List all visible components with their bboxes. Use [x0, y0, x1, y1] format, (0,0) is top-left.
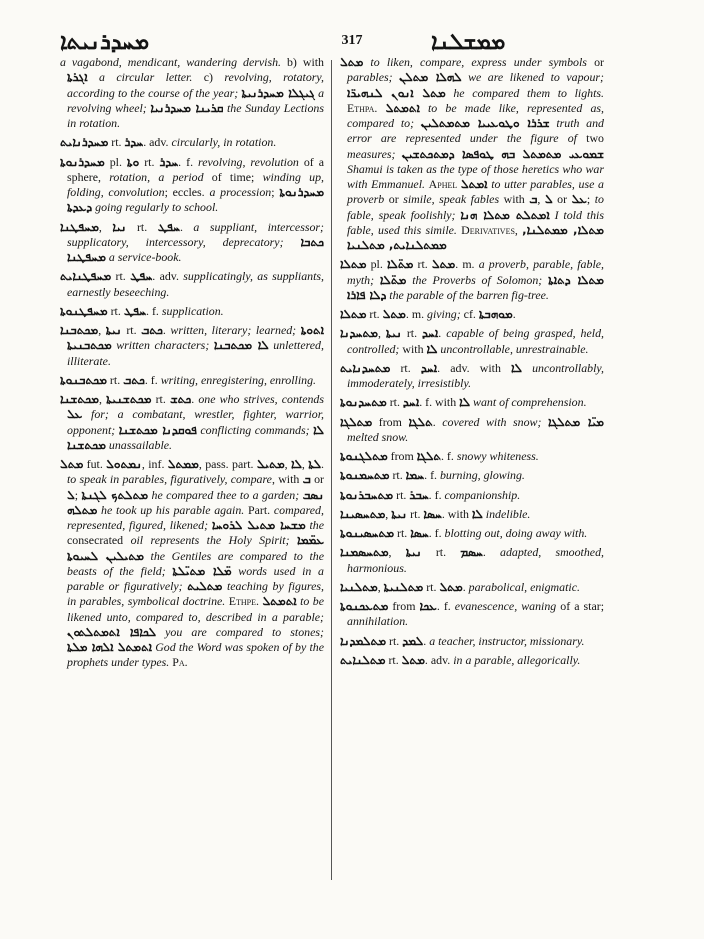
syriac-word: ܠܬܐ [308, 457, 322, 471]
syriac-word: ܟܬܒܐ ܡܚܦܛܢܐ [67, 234, 324, 264]
entry-text: revolving, revolution [198, 154, 299, 169]
syriac-word: ܢܝܬܐ [385, 326, 402, 341]
dictionary-entry [340, 415, 604, 446]
dictionary-entry [340, 55, 604, 253]
entry-text: rt. [386, 633, 403, 648]
syriac-word: ܚܦܛ [157, 219, 180, 234]
entry-text: words used in a parable or figuratively; [67, 563, 325, 593]
syriac-word: ܠܐ [426, 341, 438, 356]
entry-text: parabolical, enigmatic. [468, 579, 580, 594]
entry-text: . f. [436, 599, 455, 613]
entry-text: annihilation. [347, 614, 409, 629]
entry-text: a teacher, instructor, missionary. [429, 633, 585, 648]
entry-text: the Sunday Lections in rotation. [67, 100, 325, 130]
entry-text: want of comprehension. [470, 395, 587, 410]
dictionary-entry [60, 269, 324, 300]
syriac-word: ܥܠ [571, 192, 587, 207]
syriac-word: ܐܬܘܬܐ ܡܟܬܒܢܝܬܐ [67, 323, 324, 353]
entry-text: he compared thee to a garden; [148, 487, 303, 502]
syriac-word: ܡܬܠ [382, 307, 406, 321]
syriac-word: ܡܬܚܣܝܢܐ [340, 506, 386, 521]
syriac-word: ܒ [529, 192, 538, 207]
syriac-word: ܡܬ̈ܠܐ [386, 257, 414, 272]
dictionary-entry [340, 599, 604, 630]
syriac-word: ܚܕܪ [159, 154, 179, 169]
entry-text: , [537, 192, 545, 207]
entry-text: the Gentiles are compared to the beasts of the field; [67, 548, 324, 578]
entry-text: he compared them to lights. [445, 85, 604, 100]
syriac-word: ܡܬܚܕܢܘܬܐ [340, 395, 387, 410]
entry-text: unlettered, illiterate. [67, 338, 324, 368]
left-column [60, 55, 324, 675]
entry-text: . adv. [152, 269, 184, 284]
entry-text: to be likened unto, compared to, described in a parable; [67, 594, 324, 624]
entry-text: rt. [413, 257, 432, 272]
entry-text: ; [271, 185, 280, 199]
syriac-word: ܢܝܬܐ [405, 545, 422, 560]
entry-text: . f. [178, 154, 199, 169]
syriac-word: ܡܬܚܡܢܘܬܐ [340, 468, 390, 483]
syriac-word: ܡܬܝܠ [256, 457, 285, 471]
entry-text: . [462, 579, 469, 594]
syriac-word: ܡܬܠ [401, 652, 425, 667]
entry-text: pl. [366, 257, 387, 272]
left-running-head: ܡܚܕܪܢܝܬܐ [60, 29, 150, 54]
entry-text: one who strives, contends [198, 392, 325, 406]
entry-text: . f. [440, 449, 457, 463]
syriac-word: ܬܠܓܐ [408, 414, 433, 429]
entry-text: , [284, 457, 291, 471]
syriac-word: ܡܬܠܓܐ [340, 414, 373, 429]
syriac-word: ܠܐ [291, 457, 302, 471]
entry-text: writing, enregistering, enrolling. [160, 372, 317, 387]
entry-text: , with [271, 472, 303, 487]
syriac-word: ܠ [67, 487, 75, 502]
entry-text: winding up, folding, convolution [67, 169, 325, 199]
entry-text: the parable of the barren fig-tree. [386, 287, 549, 302]
entry-text: capable of being grasped, held, controlled; [347, 326, 604, 356]
syriac-word: ܥܟܐ [419, 599, 437, 613]
entry-text: , pass. part. [198, 457, 257, 471]
entry-text: rt. [121, 323, 142, 337]
entry-text: he took up his parable again. [97, 502, 249, 517]
syriac-word: ܩܪܝܢܐ ܡܚܕܪܢܝܐ [150, 100, 224, 115]
entry-text: or [586, 55, 604, 69]
syriac-word: ܫܡܘܥܝ ܡܬܡܬܠ ܒܗ ܛܘܦܣܐ ܕܡܬܟܬܫܝܢ [401, 146, 605, 161]
entry-text: . [321, 457, 324, 471]
entry-text: rt. [108, 135, 125, 150]
entry-text: or [552, 192, 572, 207]
entry-text: two [586, 131, 604, 146]
entry-text: rt. [401, 326, 422, 341]
entry-text: truth and error are represented under the figure of [347, 116, 604, 146]
entry-text: . [191, 392, 199, 406]
dictionary-entry [340, 395, 604, 410]
syriac-word: ܥܠ [67, 407, 83, 422]
syriac-word: ܡܬܠ [60, 457, 84, 471]
syriac-word: ܡܬܠܬܟ ܠܓܢܬܐ [81, 487, 149, 502]
entry-text: from [388, 599, 420, 613]
entry-text: , [377, 579, 384, 594]
syriac-word: ܟܬܒ [123, 372, 145, 387]
entry-text: . f. [428, 487, 445, 502]
entry-text: . adv. [143, 135, 172, 150]
dictionary-entry [60, 304, 324, 319]
dictionary-entry [60, 55, 324, 131]
syriac-word: ܚܣܐ [410, 526, 429, 540]
entry-text: rt. [386, 395, 403, 410]
syriac-word: ܡܬܠ [340, 55, 364, 69]
syriac-word: ܡܬܠ ܐܢܘܢ ܠܢܗܝܪ̈ܐ [347, 85, 446, 100]
syriac-word: ܥܡ̈ܡܐ ܡܬܝܠܝܢ ܠܚܝܘܬܐ [67, 533, 324, 563]
syriac-word: ܡܟܬܒܢܐ [60, 323, 99, 337]
syriac-word: ܡܝ̈ܐ ܡܬܠܓܐ [548, 414, 605, 429]
entry-text: uncontrollable, unrestrainable. [437, 341, 589, 356]
entry-text: Shamui is taken as the type of those heretics who war with Emmanuel. [347, 161, 604, 191]
syriac-word: ܡܚܕܪܢܘܬܐ ܕܥܕܬܐ [67, 185, 325, 215]
syriac-word: ܠܗܠܐ ܡܬܠܢ [399, 70, 462, 85]
entry-text: of a star; [556, 599, 605, 613]
syriac-word: ܡܫܚܐ ܡܬܝܠ ܠܪܘܚܐ [211, 518, 306, 532]
syriac-word: ܡܬܠܢܝܐ [340, 579, 378, 594]
dictionary-entry [340, 326, 604, 357]
syriac-word: ܡܚܕܪܢܘܬܐ [60, 154, 105, 169]
right-running-head: ܡܡܫܠܢܐ [431, 29, 506, 54]
entry-text: rt. [366, 307, 383, 321]
syriac-word: ܠܐ [511, 360, 522, 375]
syriac-word: ܫܪܪܐ ܘܛܘܥܝܝܐ ܡܬܡܬܠܝܢ [420, 116, 550, 130]
syriac-word: ܢܝܐ [112, 219, 127, 234]
entry-text: rt. [111, 269, 131, 284]
entry-text: God the Word was spoken of by the prophets under types. [67, 640, 324, 670]
entry-text: or [384, 192, 404, 207]
entry-text: for; a combatant, wrestler, fighter, warrior, opponent; [67, 407, 324, 437]
syriac-word: ܐܚܕ [402, 395, 420, 410]
entry-text: the Proverbs of Solomon; [406, 272, 549, 287]
entry-text: . f. [428, 526, 445, 540]
entry-text: . [432, 414, 443, 429]
entry-text: pl. [104, 154, 127, 169]
entry-text: of a sphere, [67, 154, 324, 184]
entry-text: consecrated [67, 533, 131, 548]
dictionary-entry [340, 449, 604, 464]
entry-text: a suppliant, intercessor; supplicatory, intercessory, deprecatory; [67, 219, 324, 249]
stem-label: Ethpa. [347, 100, 378, 115]
entry-text: . [512, 307, 516, 321]
entry-text: simile, speak fables [403, 192, 500, 207]
dictionary-entry [60, 220, 324, 266]
entry-text: rt. [385, 652, 402, 667]
syriac-word: ܠܐ [459, 395, 471, 410]
syriac-word: ܠܐ ܡܟܬܫܢܐ [67, 422, 324, 452]
syriac-word: ܓܝܓܠܐ ܡܚܕܪܢܝܬܐ [241, 85, 315, 100]
entry-text: supplication. [161, 303, 224, 318]
entry-text: , [301, 457, 309, 471]
syriac-word: ܡܬܚܕܢܐܝܬ [340, 360, 391, 375]
syriac-word: ܡܬܠܝܬ [187, 579, 223, 593]
entry-text: to utter parables, use a proverb [347, 177, 604, 207]
entry-text: written characters; [111, 338, 214, 353]
right-column [340, 55, 604, 672]
entry-text: fut. [83, 457, 107, 471]
entry-text: rt. [421, 545, 461, 560]
entry-text: parables; [347, 70, 400, 85]
syriac-word: ܡܬܠ [431, 257, 456, 272]
syriac-word: ܡܬܠܐ, ܡܡܬܠܢܐ, ܡܡܬܠܢܐܝܬ, ܡܬܠܢܝܐ [347, 222, 604, 252]
entry-text: rotation, a period [109, 169, 204, 184]
entry-text: adapted, smoothed, harmonious. [347, 545, 604, 575]
syriac-word: ܚܣܐ [423, 506, 442, 521]
syriac-word: ܠܟܐܦܐ ܐܬܡܬܠܬܘܢ [67, 624, 157, 639]
syriac-word: ܡ̈ܠܐ ܡܬܝ̈ܠܬܐ [172, 563, 232, 578]
entry-text: c) [203, 70, 225, 85]
syriac-word: ܡܘܗܒܬܐ [478, 307, 513, 321]
syriac-word: ܐܚܕ [420, 360, 438, 375]
syriac-word: ܡܟܬܒܢܘܬܐ [60, 372, 107, 387]
entry-text: , inf. [141, 457, 168, 471]
entry-text: a vagabond, mendicant, wandering dervish. [60, 55, 287, 69]
stem-label: Derivatives, [461, 222, 518, 237]
dictionary-entry [340, 507, 604, 522]
entry-text: rt. [394, 526, 411, 540]
entry-text: . [423, 633, 430, 648]
dictionary-entry [60, 457, 324, 671]
syriac-word: ܚܣܡ [460, 545, 483, 560]
entry-text: evanescence, waning [454, 599, 557, 613]
syriac-word: ܐܚܕ [422, 326, 439, 341]
syriac-word: ܟܬܒ [141, 323, 163, 337]
page-number: 317 [341, 33, 363, 48]
entry-text: b) with [286, 55, 324, 69]
dictionary-entry [340, 361, 604, 392]
syriac-word: ܡܬܚܕܢܐ [340, 326, 378, 341]
stem-label: Aphel [428, 177, 458, 191]
dictionary-entry [340, 257, 604, 303]
syriac-word: ܡܚܦܛܢܘܬܐ [60, 303, 108, 318]
column-divider [331, 60, 332, 880]
dictionary-entry [60, 323, 324, 369]
dictionary-entry [340, 545, 604, 576]
dictionary-entry [340, 468, 604, 483]
entry-text: rt. [393, 487, 410, 502]
entry-text: a service-book. [105, 250, 182, 264]
syriac-word: ܐܬܡܬܠ [385, 100, 420, 115]
entry-text: rt. [106, 372, 124, 387]
syriac-word: ܠܐ [471, 506, 483, 521]
syriac-word: ܢܣܒ ܡܬܠܗ [67, 487, 325, 517]
syriac-word: ܘܬܐ [126, 154, 140, 169]
entry-text: . adv. with [437, 360, 512, 375]
syriac-word: ܡܬܠܡܕܢܐ [340, 633, 387, 648]
syriac-word: ܠܡܕ [402, 633, 424, 648]
entry-text: rt. [151, 392, 170, 406]
entry-text: the [305, 518, 325, 532]
entry-text: . f. [146, 303, 162, 318]
syriac-word: ܐܓܪܬܐ [67, 70, 88, 85]
syriac-word: ܡܬܠ [439, 579, 463, 594]
syriac-word: ܡܬܚܣܝܢܘܬܐ [340, 526, 395, 540]
entry-text: rt. [126, 219, 158, 234]
syriac-word: ܡܬܚܣܡܢܐ [340, 545, 389, 560]
entry-text: rt. [389, 468, 406, 483]
entry-text: , [98, 392, 107, 406]
entry-text: written, literary; learned; [170, 323, 301, 337]
dictionary-entry [60, 155, 324, 216]
entry-text [377, 101, 385, 115]
dictionary-entry [340, 307, 604, 322]
dictionary-entry [60, 135, 324, 150]
entry-text: . f. [424, 468, 440, 483]
entry-text: rt. [407, 506, 424, 521]
dictionary-entry [340, 488, 604, 503]
entry-text: a proverb, parable, fable, myth; [347, 257, 604, 287]
entry-text: with [499, 192, 530, 207]
entry-text: supplicatingly, as suppliants, earnestly beseeching. [67, 269, 324, 299]
syriac-word: ܡܬ̈ܠܐ [379, 272, 407, 287]
entry-text: . m. [455, 257, 479, 272]
syriac-word: ܬܠܓܐ [416, 449, 441, 463]
entry-text: giving; [427, 307, 464, 321]
syriac-word: ܦܘܩܕܢܐ ܡܟܬܫܢܐ [118, 422, 197, 437]
syriac-word: ܐܬܡܬܠ ܐܠܗܐ ܡܠܬܐ [67, 640, 152, 654]
entry-text: companionship. [444, 487, 521, 502]
entry-text: from [372, 414, 409, 429]
entry-text: Part. [248, 502, 274, 517]
syriac-word: ܡܟܬܫܢܝܬܐ [106, 392, 152, 406]
dictionary-entry [60, 373, 324, 388]
entry-text: to speak in parables, figuratively, compare [67, 472, 272, 487]
entry-text: with [402, 341, 427, 356]
syriac-word: ܡܬܠܐ ܕܬܐܬܐ ܕܠܐ ܦܐܪܐ [347, 272, 604, 302]
entry-text: compared, represented, figured, likened; [67, 502, 324, 532]
entry-text: burning, glowing. [439, 468, 525, 483]
dictionary-entry [340, 653, 604, 668]
syriac-word: ܚܕܪ [124, 135, 144, 150]
entry-text: in a parable, allegorically. [453, 652, 581, 667]
syriac-word: ܠܐ ܡܟܬܒܢܐ [213, 338, 269, 353]
syriac-word: ܡܬܠܢܐܝܬ [340, 652, 386, 667]
entry-text: , [388, 545, 406, 560]
entry-text: oil represents the Holy Spirit; [130, 533, 298, 548]
entry-text: , [98, 323, 106, 337]
entry-text: to liken, compare, express under symbols [363, 55, 587, 69]
entry-text: . with [441, 506, 472, 521]
syriac-word: ܒ [302, 472, 311, 487]
syriac-word: ܟܬܫ [169, 392, 192, 406]
entry-text: uncontrollably, immoderately, irresistibly. [347, 360, 604, 390]
entry-text: . [438, 326, 447, 341]
dictionary-entry [340, 634, 604, 649]
syriac-word: ܡܡܬܠ [167, 457, 199, 471]
entry-text: circularly, in rotation. [171, 135, 277, 150]
entry-text: measures; [347, 146, 402, 161]
syriac-word: ܠ [544, 192, 553, 207]
syriac-word: ܢܝܬܐ [105, 323, 122, 337]
dictionary-entry [340, 580, 604, 595]
entry-text: , [385, 506, 392, 521]
entry-text: cf. [463, 307, 479, 321]
entry-text: rt. [139, 154, 160, 169]
entry-text: revolving, rotatory, according to the course of the year; [67, 70, 325, 100]
entry-text: . m. [405, 307, 428, 321]
entry-text: . f. [144, 372, 161, 387]
entry-text: . [162, 323, 171, 337]
entry-text: melted snow. [347, 429, 409, 444]
entry-text: I told this fable, used this simile. [347, 207, 604, 237]
entry-text: . f. with [419, 395, 460, 410]
entry-text: indelible. [482, 506, 531, 521]
syriac-word: ܢܡܬܘܠ [106, 457, 142, 471]
entry-text: rt. [390, 360, 421, 375]
syriac-word: ܐܬܡܬܠ [262, 594, 297, 609]
entry-text: a procession [209, 185, 272, 199]
syriac-word: ܡܚܕܪܢܐܝܬ [60, 135, 109, 150]
entry-text: covered with snow; [442, 414, 548, 429]
syriac-word: ܡܬܥܟܢܘܬܐ [340, 599, 389, 613]
syriac-word: ܡܟܬܫܢܐ [60, 392, 99, 406]
entry-text: a revolving wheel; [67, 85, 325, 115]
syriac-word: ܡܚܦܛܢܐܝܬ [60, 269, 112, 284]
syriac-word: ܚܒܪ [409, 487, 429, 502]
syriac-word: ܚܡܐ [405, 468, 425, 483]
entry-text: . [179, 219, 194, 234]
syriac-word: ܡܚܦܛܢܐ [60, 219, 99, 234]
entry-text: from [387, 449, 417, 463]
syriac-word: ܡܬܠܐ [340, 257, 367, 272]
syriac-word: ܡܬܠܓܢܘܬܐ [340, 449, 388, 463]
stem-label: Ethpe. [228, 594, 259, 609]
entry-text: teaching by figures, in parables, symbolical doctrine. [67, 579, 324, 609]
entry-text: rt. [107, 303, 124, 318]
entry-text: a circular letter. [87, 70, 204, 85]
entry-text: . adv. [424, 652, 454, 667]
entry-text: going regularly to school. [92, 200, 219, 215]
entry-text: , [98, 219, 113, 234]
entry-text: , [377, 326, 386, 341]
syriac-word: ܐܡܬܠܬ ܡܬܠܐ ܗܢܐ [460, 207, 550, 222]
syriac-word: ܚܦܛ [123, 303, 147, 318]
syriac-word: ܡܬܚܒܪܢܘܬܐ [340, 487, 394, 502]
stem-label: Pa. [172, 655, 188, 670]
entry-text: ; [586, 192, 595, 207]
entry-text: ; eccles. [164, 185, 210, 199]
entry-text: rt. [423, 579, 440, 594]
syriac-word: ܡܬܠܢܝܬܐ [383, 579, 424, 594]
entry-text: of time; [203, 169, 263, 184]
entry-text: we are likened to vapour; [461, 70, 604, 85]
dictionary-entry [340, 526, 604, 541]
entry-text: . [482, 545, 500, 560]
syriac-word: ܢܝܬܐ [391, 506, 408, 521]
entry-text: you are compared to stones; [156, 624, 324, 639]
entry-text: to fable, speak foolishly; [347, 192, 604, 222]
entry-text: conflicting commands; [196, 422, 314, 437]
syriac-word: ܚܦܛ [130, 269, 153, 284]
entry-text: or [310, 472, 324, 487]
dictionary-entry [60, 392, 324, 453]
entry-text: to be made like, represented as, compared to; [347, 100, 604, 130]
syriac-word: ܐܡܬܠ [460, 177, 488, 191]
entry-text: unassailable. [105, 437, 172, 452]
entry-text: ; [74, 487, 82, 502]
syriac-word: ܡܬܠܐ [340, 307, 367, 321]
entry-text: blotting out, doing away with. [444, 526, 588, 540]
entry-text: snowy whiteness. [456, 449, 539, 463]
